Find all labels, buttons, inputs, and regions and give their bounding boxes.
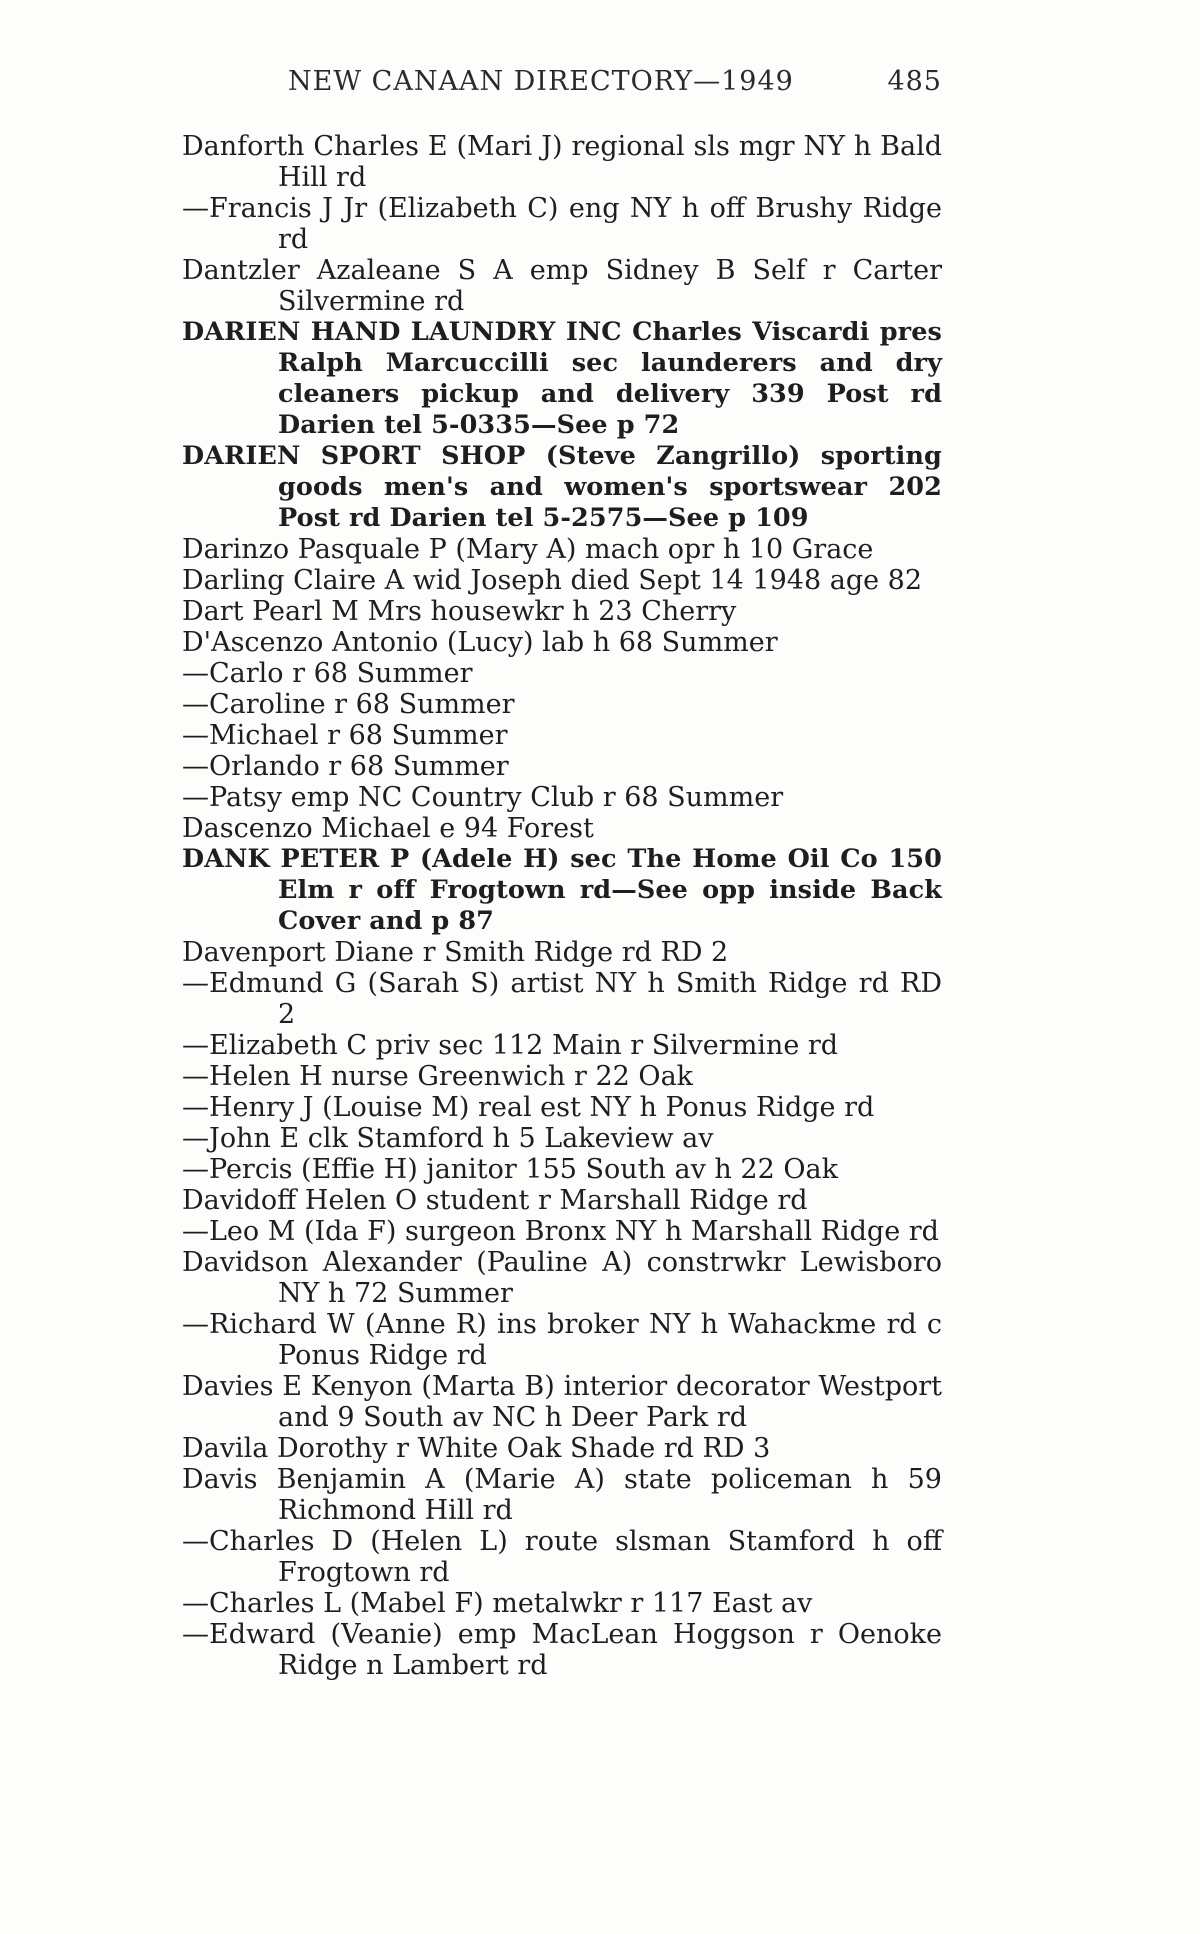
business-listing: DARIEN SPORT SHOP (Steve Zangrillo) sporting goods men's and women's sportswear 202 Post rd Darien tel 5-2575—See p 109 (182, 441, 942, 533)
directory-entry: —Edmund G (Sarah S) artist NY h Smith Ridge rd RD 2 (182, 968, 942, 1030)
directory-entry: Davis Benjamin A (Marie A) state policeman h 59 Richmond Hill rd (182, 1464, 942, 1526)
directory-entry: —Charles L (Mabel F) metalwkr r 117 East av (182, 1588, 813, 1619)
directory-entry: —Henry J (Louise M) real est NY h Ponus Ridge rd (182, 1092, 875, 1123)
page-number: 485 (887, 66, 942, 97)
directory-entry: —Carlo r 68 Summer (182, 658, 473, 689)
directory-entry: Darling Claire A wid Joseph died Sept 14 1948 age 82 (182, 565, 923, 596)
directory-entry: —Michael r 68 Summer (182, 720, 508, 751)
directory-entry: Davila Dorothy r White Oak Shade rd RD 3 (182, 1433, 771, 1464)
directory-entry: —John E clk Stamford h 5 Lakeview av (182, 1123, 714, 1154)
directory-entry: Davies E Kenyon (Marta B) interior decorator Westport and 9 South av NC h Deer Park rd (182, 1371, 942, 1433)
directory-entry: Danforth Charles E (Mari J) regional sls mgr NY h Bald Hill rd (182, 131, 942, 193)
directory-entry: Dascenzo Michael e 94 Forest (182, 813, 594, 844)
directory-listing (182, 131, 942, 1681)
directory-entry: —Leo M (Ida F) surgeon Bronx NY h Marshall Ridge rd (182, 1216, 939, 1247)
directory-entry: —Caroline r 68 Summer (182, 689, 515, 720)
directory-entry: —Patsy emp NC Country Club r 68 Summer (182, 782, 784, 813)
directory-entry: —Francis J Jr (Elizabeth C) eng NY h off Brushy Ridge rd (182, 193, 942, 255)
directory-entry: —Richard W (Anne R) ins broker NY h Wahackme rd c Ponus Ridge rd (182, 1309, 942, 1371)
running-title: NEW CANAAN DIRECTORY—1949 (288, 66, 794, 97)
directory-entry: Davidson Alexander (Pauline A) constrwkr Lewisboro NY h 72 Summer (182, 1247, 942, 1309)
directory-entry: Davenport Diane r Smith Ridge rd RD 2 (182, 937, 729, 968)
directory-entry: Darinzo Pasquale P (Mary A) mach opr h 10 Grace (182, 534, 874, 565)
business-listing: DANK PETER P (Adele H) sec The Home Oil Co 150 Elm r off Frogtown rd—See opp inside Back Cover and p 87 (182, 844, 942, 936)
directory-entry: —Charles D (Helen L) route slsman Stamford h off Frogtown rd (182, 1526, 942, 1588)
directory-entry: Dart Pearl M Mrs housewkr h 23 Cherry (182, 596, 737, 627)
directory-entry: —Helen H nurse Greenwich r 22 Oak (182, 1061, 694, 1092)
page-header (288, 66, 942, 106)
directory-entry: D'Ascenzo Antonio (Lucy) lab h 68 Summer (182, 627, 778, 658)
directory-entry: —Orlando r 68 Summer (182, 751, 509, 782)
directory-entry: Davidoff Helen O student r Marshall Ridge rd (182, 1185, 808, 1216)
directory-entry: —Percis (Effie H) janitor 155 South av h 22 Oak (182, 1154, 838, 1185)
directory-entry: —Edward (Veanie) emp MacLean Hoggson r Oenoke Ridge n Lambert rd (182, 1619, 942, 1681)
directory-entry: Dantzler Azaleane S A emp Sidney B Self r Carter Silvermine rd (182, 255, 942, 317)
business-listing: DARIEN HAND LAUNDRY INC Charles Viscardi pres Ralph Marcuccilli sec launderers and dry cleaners pickup and delivery 339 Post rd Darien tel 5-0335—See p 72 (182, 317, 942, 440)
directory-entry: —Elizabeth C priv sec 112 Main r Silvermine rd (182, 1030, 839, 1061)
